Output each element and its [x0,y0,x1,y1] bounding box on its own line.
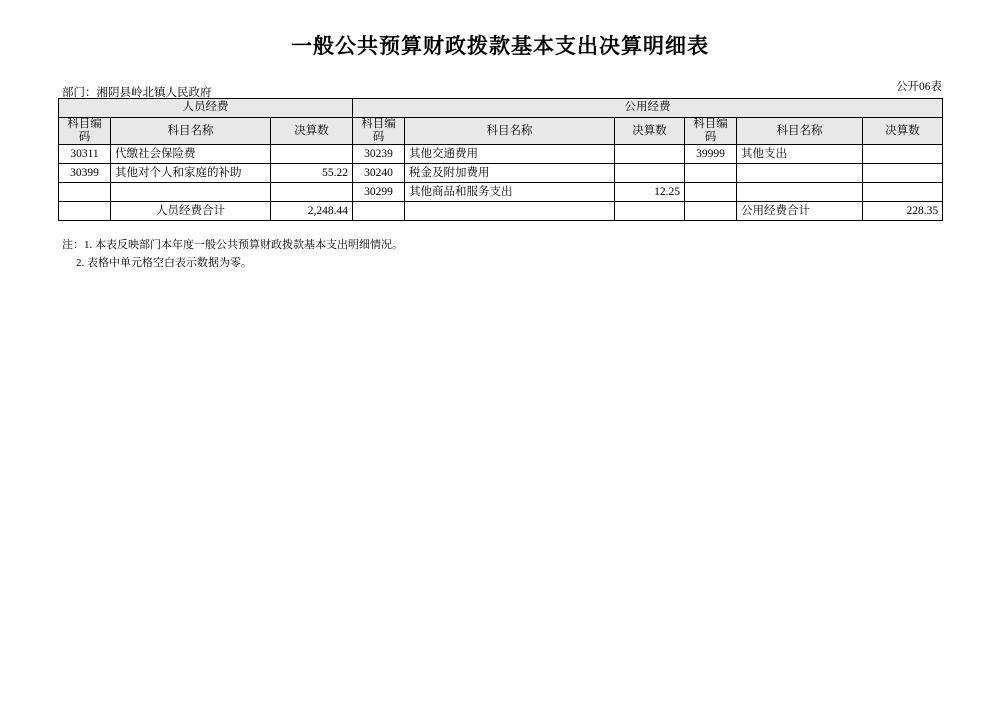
total-spacer-cell-5 [685,202,737,221]
col-header-code-3: 科目编码 [685,118,737,145]
cell-amount-1: 55.22 [271,164,353,183]
cell-amount-1 [271,183,353,202]
table-notes [62,236,403,272]
cell-name-1: 代缴社会保险费 [111,145,271,164]
cell-name-2: 税金及附加费用 [405,164,615,183]
group-header-personnel: 人员经费 [59,99,353,118]
cell-code-1: 30311 [59,145,111,164]
cell-code-3 [685,164,737,183]
cell-name-2: 其他商品和服务支出 [405,183,615,202]
table-total-row [59,202,943,221]
table-row [59,183,943,202]
total-label-public: 公用经费合计 [737,202,863,221]
col-header-amount-2: 决算数 [615,118,685,145]
total-spacer-cell-2 [353,202,405,221]
total-spacer-cell [59,202,111,221]
cell-code-3: 39999 [685,145,737,164]
total-label-personnel: 人员经费合计 [111,202,271,221]
col-header-name-3: 科目名称 [737,118,863,145]
cell-amount-3 [863,183,943,202]
cell-name-2: 其他交通费用 [405,145,615,164]
page-title: 一般公共预算财政拨款基本支出决算明细表 [291,34,709,58]
col-header-code-2: 科目编码 [353,118,405,145]
col-header-name-2: 科目名称 [405,118,615,145]
cell-amount-2 [615,145,685,164]
cell-name-1 [111,183,271,202]
table-row [59,145,943,164]
total-spacer-cell-3 [405,202,615,221]
cell-amount-3 [863,145,943,164]
form-code: 公开06表 [896,81,942,93]
cell-code-2: 30299 [353,183,405,202]
total-spacer-cell-4 [615,202,685,221]
table-group-header-row [59,99,943,118]
budget-detail-table [58,98,943,221]
table-row [59,164,943,183]
cell-code-3 [685,183,737,202]
col-header-amount-1: 决算数 [271,118,353,145]
col-header-name-1: 科目名称 [111,118,271,145]
cell-amount-2: 12.25 [615,183,685,202]
cell-code-1 [59,183,111,202]
col-header-code-1: 科目编码 [59,118,111,145]
group-header-public: 公用经费 [353,99,943,118]
note-line-2: 2. 表格中单元格空白表示数据为零。 [76,257,252,270]
cell-amount-3 [863,164,943,183]
cell-name-3 [737,183,863,202]
cell-amount-2 [615,164,685,183]
cell-name-3: 其他支出 [737,145,863,164]
note-line-1: 注：1. 本表反映部门本年度一般公共预算财政拨款基本支出明细情况。 [62,239,403,251]
cell-amount-1 [271,145,353,164]
cell-name-1: 其他对个人和家庭的补助 [111,164,271,183]
cell-code-2: 30240 [353,164,405,183]
cell-code-2: 30239 [353,145,405,164]
col-header-amount-3: 决算数 [863,118,943,145]
total-value-personnel: 2,248.44 [271,202,353,221]
cell-name-3 [737,164,863,183]
department-line: 部门：湘阴县岭北镇人民政府 [62,87,212,99]
table-column-header-row [59,118,943,145]
total-value-public: 228.35 [863,202,943,221]
cell-code-1: 30399 [59,164,111,183]
